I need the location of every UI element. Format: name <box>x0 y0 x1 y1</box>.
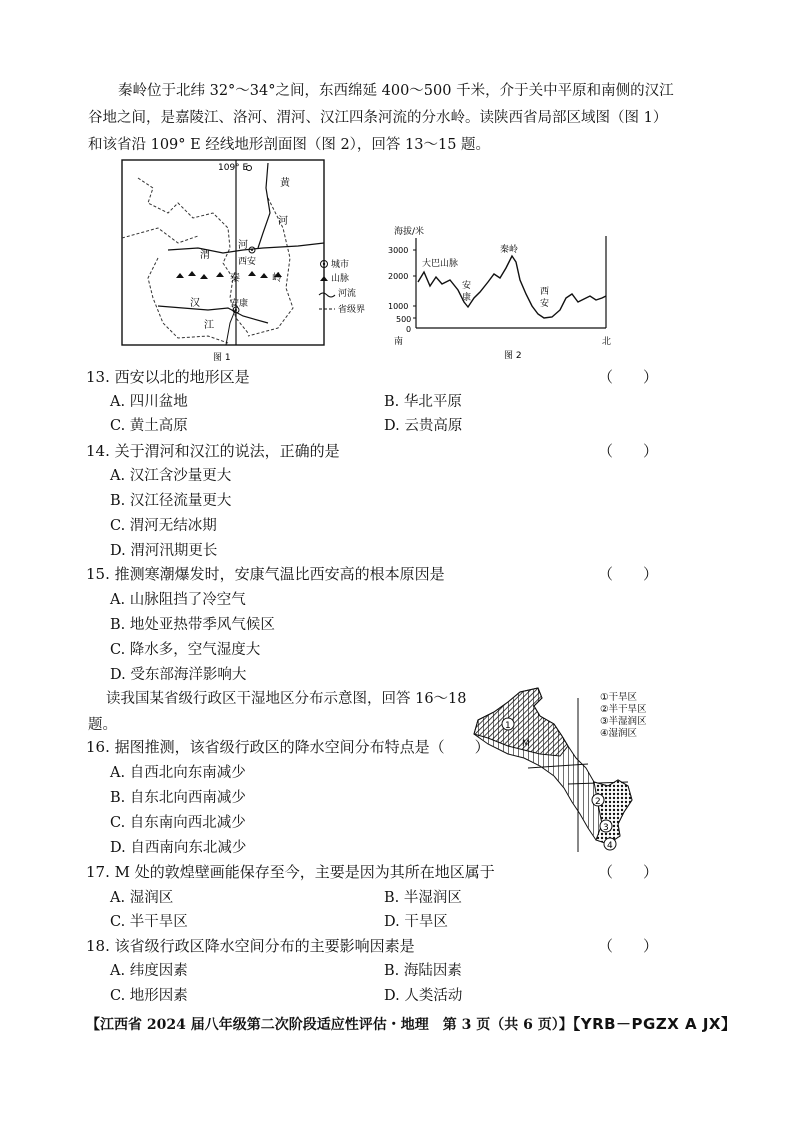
label-an2: 安 <box>540 299 550 309</box>
intro-paragraph-2: 读我国某省级行政区干湿地区分布示意图，回答 16～18 题。 <box>88 691 467 733</box>
figure-2-caption: 图 2 <box>504 351 522 361</box>
label-he: 河 <box>278 216 288 227</box>
fig3-num-4: 4 <box>607 841 613 851</box>
meridian-label: 109° E <box>218 163 249 173</box>
q17-option-a: A. 湿润区 <box>110 890 174 906</box>
q18-answer-box: （ ） <box>598 937 659 955</box>
q15-option-a: A. 山脉阻挡了冷空气 <box>110 592 246 608</box>
legend-border: 省级界 <box>338 305 366 315</box>
ytick-3000: 3000 <box>388 246 409 255</box>
q16-option-c: C. 自东南向西北减少 <box>110 815 246 831</box>
ytick-2000: 2000 <box>388 272 409 281</box>
q16-stem: 16. 据图推测，该省级行政区的降水空间分布特点是（ ） <box>86 738 490 756</box>
q15-option-d: D. 受东部海洋影响大 <box>110 667 247 683</box>
q13-stem: 13. 西安以北的地形区是 <box>86 368 250 386</box>
fig3-legend-1: ①干旱区 <box>600 692 638 703</box>
footer-code: 【YRB－PGZX A JX】 <box>572 1015 737 1033</box>
fig3-num-3: 3 <box>603 823 609 833</box>
label-he2: 河 <box>238 240 248 251</box>
q17-option-d: D. 干旱区 <box>384 914 448 930</box>
q18-option-b: B. 海陆因素 <box>384 963 462 979</box>
q13-answer-box: （ ） <box>598 368 659 386</box>
q16-option-a: A. 自西北向东南减少 <box>110 765 246 781</box>
label-xian: 西安 <box>238 257 257 267</box>
label-ling: 岭 <box>272 273 282 284</box>
q14-answer-box: （ ） <box>598 442 659 460</box>
label-daba: 大巴山脉 <box>422 259 459 269</box>
q14-stem: 14. 关于渭河和汉江的说法，正确的是 <box>86 442 340 460</box>
q17-stem: 17. M 处的敦煌壁画能保存至今，主要是因为其所在地区属于 <box>86 863 495 881</box>
q15-stem: 15. 推测寒潮爆发时，安康气温比西安高的根本原因是 <box>86 565 445 583</box>
ytick-0: 0 <box>406 325 412 334</box>
fig3-num-1: 1 <box>505 721 511 731</box>
q18-option-d: D. 人类活动 <box>384 988 463 1004</box>
q14-option-b: B. 汉江径流量更大 <box>110 493 232 509</box>
intro-paragraph: 秦岭位于北纬 32°～34°之间，东西绵延 400～500 千米，介于关中平原和南侧的汉江谷地之间，是嘉陵江、洛河、渭河、汉江四条河流的分水岭。读陕西省局部区域图（图 1）和该省沿 109° E 经线地形剖面图（图 2），回答 13～15 题。 <box>88 83 674 153</box>
label-kang: 康 <box>462 293 472 303</box>
label-south: 南 <box>394 337 404 347</box>
q17-option-c: C. 半干旱区 <box>110 914 188 930</box>
footer-title: 【江西省 2024 届八年级第二次阶段适应性评估・地理 第 3 页（共 6 页）】 <box>86 1017 573 1033</box>
q14-option-a: A. 汉江含沙量更大 <box>110 468 232 484</box>
q17-answer-box: （ ） <box>598 863 659 881</box>
label-qin: 秦 <box>230 273 240 284</box>
label-huang: 黄 <box>280 178 290 189</box>
q14-option-c: C. 渭河无结冰期 <box>110 518 217 534</box>
legend-mountain: 山脉 <box>331 274 350 284</box>
page-footer <box>86 1013 737 1034</box>
fig3-legend-4: ④湿润区 <box>600 728 638 739</box>
figure-2-profile <box>380 222 620 362</box>
label-north: 北 <box>602 337 612 347</box>
q16-option-b: B. 自东北向西南减少 <box>110 790 246 806</box>
label-ankang: 安康 <box>230 299 249 309</box>
legend-river: 河流 <box>338 289 357 299</box>
q15-option-c: C. 降水多，空气湿度大 <box>110 642 261 658</box>
q16-option-d: D. 自西南向东北减少 <box>110 840 247 856</box>
label-han: 汉 <box>190 298 200 309</box>
label-an: 安 <box>462 281 472 291</box>
q17-option-b: B. 半湿润区 <box>384 890 462 906</box>
profile-ylabel: 海拔/米 <box>394 227 425 237</box>
q13-option-a: A. 四川盆地 <box>110 394 188 410</box>
figure-1-caption: 图 1 <box>213 353 231 363</box>
ytick-500: 500 <box>396 315 412 324</box>
figure-1-legend <box>318 255 388 320</box>
fig3-num-2: 2 <box>595 797 601 807</box>
label-jiang: 江 <box>204 320 214 331</box>
fig3-legend-3: ③半湿润区 <box>600 716 647 727</box>
label-xi: 西 <box>540 287 550 297</box>
q18-option-c: C. 地形因素 <box>110 988 188 1004</box>
ytick-1000: 1000 <box>388 302 409 311</box>
fig3-legend-2: ②半干旱区 <box>600 704 647 715</box>
q13-option-b: B. 华北平原 <box>384 394 462 410</box>
fig3-m: M <box>522 739 530 749</box>
q18-option-a: A. 纬度因素 <box>110 963 188 979</box>
label-wei: 渭 <box>200 250 210 261</box>
q18-stem: 18. 该省级行政区降水空间分布的主要影响因素是 <box>86 937 415 955</box>
q15-answer-box: （ ） <box>598 565 659 583</box>
q13-option-d: D. 云贵高原 <box>384 418 463 434</box>
figure-3-map <box>468 684 668 854</box>
q14-option-d: D. 渭河汛期更长 <box>110 543 218 559</box>
label-qinling: 秦岭 <box>500 245 519 255</box>
figure-1-map <box>118 158 328 368</box>
q15-option-b: B. 地处亚热带季风气候区 <box>110 617 275 633</box>
q13-option-c: C. 黄土高原 <box>110 418 188 434</box>
legend-city: 城市 <box>331 260 350 270</box>
